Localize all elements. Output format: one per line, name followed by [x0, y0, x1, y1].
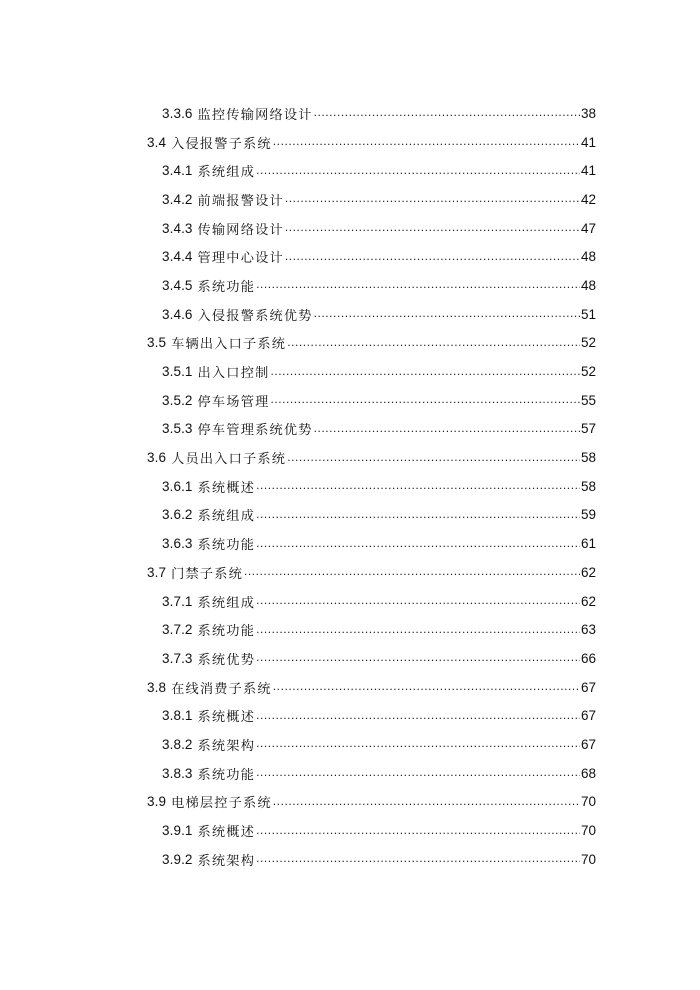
toc-entry[interactable]: [0, 673, 596, 702]
toc-entry-number: 3.4.2: [162, 191, 193, 207]
toc-entry-page-number: 67: [580, 708, 596, 724]
toc-entry-title: 在线消费子系统: [171, 681, 272, 697]
toc-dot-leader: [256, 851, 580, 867]
toc-entry-page-number: 48: [580, 277, 596, 293]
toc-entry-page-number: 52: [580, 335, 596, 351]
toc-entry-title: 系统概述: [197, 825, 256, 841]
toc-entry-page-number: 67: [580, 679, 596, 695]
toc-entry-number: 3.3.6: [162, 105, 193, 121]
toc-dot-leader: [256, 478, 580, 494]
toc-entry-page-number: 55: [580, 392, 596, 408]
toc-entry[interactable]: [0, 816, 596, 845]
toc-entry-number: 3.4.1: [162, 163, 193, 179]
toc-entry[interactable]: [0, 529, 596, 558]
toc-entry-page-number: 42: [580, 191, 596, 207]
toc-entry-number: 3.6.3: [162, 536, 193, 552]
toc-dot-leader: [256, 163, 580, 179]
toc-entry-number: 3.7.1: [162, 593, 193, 609]
toc-entry[interactable]: [0, 156, 596, 185]
toc-entry-number: 3.7.3: [162, 650, 193, 666]
toc-entry-title: 出入口控制: [197, 366, 270, 382]
toc-entry-page-number: 70: [580, 823, 596, 839]
toc-dot-leader: [256, 593, 580, 609]
toc-entry-number: 3.6.2: [162, 507, 193, 523]
toc-entry-title: 系统优势: [197, 652, 256, 668]
toc-dot-leader: [256, 650, 580, 666]
toc-entry[interactable]: [0, 759, 596, 788]
toc-entry-number: 3.6: [147, 450, 167, 466]
toc-entry-number: 3.5: [147, 335, 167, 351]
toc-entry[interactable]: [0, 99, 596, 128]
toc-entry-title: 系统功能: [197, 279, 256, 295]
toc-entry-page-number: 51: [580, 306, 596, 322]
toc-entry-number: 3.4.3: [162, 220, 193, 236]
toc-entry[interactable]: [0, 386, 596, 415]
toc-entry-number: 3.9: [147, 794, 167, 810]
toc-entry[interactable]: [0, 271, 596, 300]
toc-entry-title: 停车场管理: [197, 394, 270, 410]
toc-entry-title: 车辆出入口子系统: [171, 337, 287, 353]
toc-entry-title: 电梯层控子系统: [171, 796, 272, 812]
toc-entry-title: 系统组成: [197, 509, 256, 525]
toc-dot-leader: [256, 277, 580, 293]
toc-entry[interactable]: [0, 242, 596, 271]
toc-entry[interactable]: [0, 185, 596, 214]
toc-dot-leader: [270, 364, 580, 380]
toc-entry-page-number: 67: [580, 736, 596, 752]
toc-entry-page-number: 62: [580, 564, 596, 580]
toc-dot-leader: [285, 191, 580, 207]
toc-entry-title: 系统功能: [197, 767, 256, 783]
toc-entry-page-number: 58: [580, 478, 596, 494]
toc-dot-leader: [314, 306, 580, 322]
toc-entry-title: 前端报警设计: [197, 193, 284, 209]
toc-entry[interactable]: [0, 644, 596, 673]
toc-dot-leader: [256, 536, 580, 552]
toc-entry-page-number: 38: [580, 105, 596, 121]
toc-entry[interactable]: [0, 357, 596, 386]
toc-entry-page-number: 59: [580, 507, 596, 523]
toc-entry-title: 管理中心设计: [197, 251, 284, 267]
toc-entry-number: 3.4: [147, 134, 167, 150]
toc-entry[interactable]: [0, 701, 596, 730]
toc-entry[interactable]: [0, 415, 596, 444]
toc-dot-leader: [256, 823, 580, 839]
toc-entry-title: 系统功能: [197, 538, 256, 554]
toc-entry[interactable]: [0, 587, 596, 616]
toc-entry-title: 系统架构: [197, 738, 256, 754]
toc-dot-leader: [256, 708, 580, 724]
toc-entry-page-number: 70: [580, 794, 596, 810]
toc-dot-leader: [285, 220, 580, 236]
toc-entry-number: 3.5.2: [162, 392, 193, 408]
toc-entry-number: 3.5.1: [162, 364, 193, 380]
toc-entry-page-number: 62: [580, 593, 596, 609]
toc-entry[interactable]: [0, 128, 596, 157]
toc-dot-leader: [256, 736, 580, 752]
toc-entry-page-number: 48: [580, 249, 596, 265]
toc-entry-page-number: 47: [580, 220, 596, 236]
toc-dot-leader: [314, 421, 580, 437]
table-of-contents: [0, 99, 700, 874]
toc-entry-title: 入侵报警子系统: [171, 136, 272, 152]
toc-dot-leader: [287, 450, 580, 466]
toc-entry-page-number: 68: [580, 765, 596, 781]
toc-dot-leader: [314, 105, 580, 121]
toc-entry-title: 监控传输网络设计: [197, 107, 313, 123]
toc-dot-leader: [256, 622, 580, 638]
toc-entry-title: 传输网络设计: [197, 222, 284, 238]
toc-entry-title: 停车管理系统优势: [197, 423, 313, 439]
toc-entry[interactable]: [0, 558, 596, 587]
toc-entry-number: 3.8.1: [162, 708, 193, 724]
toc-entry-page-number: 70: [580, 851, 596, 867]
toc-dot-leader: [285, 249, 580, 265]
toc-entry-number: 3.4.5: [162, 277, 193, 293]
toc-entry-title: 系统组成: [197, 165, 256, 181]
toc-entry-number: 3.8.2: [162, 736, 193, 752]
toc-entry-number: 3.7.2: [162, 622, 193, 638]
toc-entry-title: 系统架构: [197, 853, 256, 869]
toc-entry-title: 系统功能: [197, 624, 256, 640]
toc-entry-page-number: 41: [580, 163, 596, 179]
toc-entry-number: 3.6.1: [162, 478, 193, 494]
toc-entry-number: 3.8: [147, 679, 167, 695]
toc-entry[interactable]: [0, 472, 596, 501]
toc-entry-number: 3.9.1: [162, 823, 193, 839]
toc-entry[interactable]: [0, 443, 596, 472]
toc-entry-page-number: 41: [580, 134, 596, 150]
toc-entry[interactable]: [0, 845, 596, 874]
toc-entry[interactable]: [0, 329, 596, 358]
toc-entry-page-number: 63: [580, 622, 596, 638]
toc-entry[interactable]: [0, 214, 596, 243]
toc-entry-title: 入侵报警系统优势: [197, 308, 313, 324]
toc-entry-page-number: 66: [580, 650, 596, 666]
toc-dot-leader: [256, 765, 580, 781]
toc-entry-number: 3.9.2: [162, 851, 193, 867]
toc-entry[interactable]: [0, 788, 596, 817]
toc-entry-page-number: 52: [580, 364, 596, 380]
toc-entry-number: 3.4.4: [162, 249, 193, 265]
toc-entry[interactable]: [0, 730, 596, 759]
toc-dot-leader: [287, 335, 580, 351]
toc-entry-number: 3.5.3: [162, 421, 193, 437]
toc-entry-title: 系统概述: [197, 480, 256, 496]
toc-entry[interactable]: [0, 300, 596, 329]
toc-entry-number: 3.7: [147, 564, 167, 580]
toc-entry-title: 系统概述: [197, 710, 256, 726]
toc-entry-title: 人员出入口子系统: [171, 452, 287, 468]
toc-entry-page-number: 58: [580, 450, 596, 466]
toc-entry[interactable]: [0, 501, 596, 530]
toc-entry-page-number: 61: [580, 536, 596, 552]
toc-dot-leader: [270, 392, 580, 408]
toc-entry-page-number: 57: [580, 421, 596, 437]
toc-dot-leader: [256, 507, 580, 523]
toc-dot-leader: [273, 134, 580, 150]
toc-dot-leader: [244, 564, 580, 580]
toc-entry[interactable]: [0, 615, 596, 644]
toc-entry-number: 3.8.3: [162, 765, 193, 781]
toc-entry-title: 系统组成: [197, 595, 256, 611]
toc-entry-title: 门禁子系统: [171, 566, 244, 582]
toc-dot-leader: [273, 794, 580, 810]
toc-entry-number: 3.4.6: [162, 306, 193, 322]
toc-dot-leader: [273, 679, 580, 695]
